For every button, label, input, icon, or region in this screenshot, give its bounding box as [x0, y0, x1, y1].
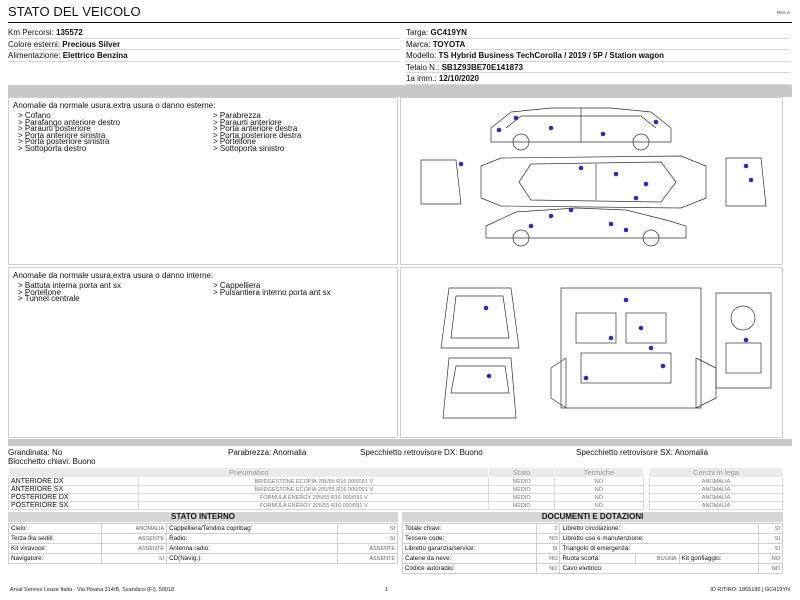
- list-item: > Cofano: [18, 111, 51, 120]
- car-side-bottom-view: [486, 208, 686, 246]
- table-row: POSTERIORE DX FORMULA ENERGY 205/55 R16 000/091 V MEDIO NO ANOMALIA: [9, 494, 783, 502]
- documents-title: DOCUMENTI E DOTAZIONI: [402, 512, 783, 522]
- list-item: > Pulsantiera interno porta ant sx: [213, 287, 331, 297]
- table-row: Totale chiavi: 2 Libretto circolazione: SI: [403, 524, 783, 534]
- external-damage-title: Anomalie da normale usura,extra usura o danno esterne:: [13, 101, 216, 110]
- list-item: > Paraurti anteriore: [213, 117, 282, 127]
- damage-marker: [529, 224, 534, 229]
- damage-markers: [459, 116, 754, 233]
- model-row: Modello: TS Hybrid Business TechCorolla / 2019 / 5P / Station wagon: [406, 50, 790, 62]
- fuel-value: Elettrico Benzina: [62, 51, 128, 60]
- damage-marker: [514, 116, 519, 121]
- brand-value: TOYOTA: [432, 39, 466, 49]
- hail-status: Grandinata: No: [8, 448, 63, 457]
- plate-value: GC419YN: [430, 28, 467, 37]
- car-dashboard-view: [716, 293, 771, 388]
- color-value: Precious Silver: [62, 39, 121, 49]
- list-item: > Battuta interna porta ant sx: [18, 281, 121, 290]
- model-value: TS Hybrid Business TechCorolla / 2019 / 5P / Station wagon: [438, 51, 665, 60]
- windshield-status: Parabrezza: Anomalia: [228, 448, 307, 457]
- table-row: Terza fila sedili: ASSENTE Radio: SI: [9, 534, 398, 544]
- external-damage-panel: [8, 97, 398, 265]
- km-value: 135572: [56, 28, 83, 37]
- car-interior-front-view: [441, 288, 519, 418]
- damage-marker: [624, 228, 629, 233]
- registration-value: 12/10/2020: [438, 74, 479, 83]
- damage-marker: [639, 326, 644, 331]
- state-header: Stato: [489, 468, 554, 478]
- list-item: > Paraurti posteriore: [18, 124, 91, 134]
- damage-marker: [614, 172, 619, 177]
- pickup-id: ID RITIRO: 1865186 | GC419YN: [710, 587, 790, 593]
- external-car-diagram: [400, 97, 783, 265]
- internal-damage-panel: [8, 267, 398, 438]
- damage-marker: [749, 178, 754, 183]
- revision-label: Rev. A: [777, 10, 790, 15]
- table-row: ANTERIORE SX BRIDGESTONE ECOPIA 205/55 R16 000/091 V MEDIO NO ANOMALIA: [9, 486, 783, 494]
- key-block-status: Blocchetto chiavi: Buono: [8, 457, 96, 466]
- documents-table: [402, 523, 783, 574]
- color-row: Colore esterni: Precious Silver: [8, 39, 400, 51]
- damage-marker: [744, 338, 749, 343]
- registration-row: 1a imm.: 12/10/2020: [406, 73, 790, 85]
- damage-marker: [549, 214, 554, 219]
- section-separator: [8, 439, 792, 446]
- damage-marker: [497, 128, 502, 133]
- damage-marker: [601, 132, 606, 137]
- table-row: Libretto garanzia/service: SI Triangolo di emergenza: SI: [403, 544, 783, 554]
- damage-marker: [579, 166, 584, 171]
- list-item: > Parafango anteriore destro: [18, 117, 121, 127]
- table-row: Cielo: ANOMALIA Cappelliera/Tendina copribag: SI: [9, 524, 398, 534]
- list-item: > Parabrezza: [213, 111, 261, 120]
- damage-marker: [569, 208, 574, 213]
- chassis-value: SB1Z93BE70E141873: [441, 62, 523, 72]
- internal-damage-title: Anomalie da normale usura,extra usura o danno interne:: [13, 271, 214, 280]
- internal-car-diagram: [400, 267, 783, 438]
- list-item: > Porta posteriore destra: [213, 130, 302, 140]
- damage-marker: [649, 346, 654, 351]
- mirror-dx-status: Specchietto retrovisore DX: Buono: [360, 448, 483, 457]
- damage-marker: [634, 196, 639, 201]
- car-side-top-view: [491, 108, 671, 150]
- list-item: > Porta anteriore sinistra: [18, 130, 106, 140]
- damage-marker: [609, 336, 614, 341]
- list-item: > Porta posteriore sinistra: [18, 137, 110, 147]
- list-item: > Portellone: [213, 137, 256, 147]
- car-plan-view: [421, 156, 766, 208]
- list-item: > Portellone: [18, 287, 61, 297]
- table-row: POSTERIORE SX FORMULA ENERGY 205/55 R16 000/091 V MEDIO NO ANOMALIA: [9, 502, 783, 510]
- rims-header: Cerchi in lega: [650, 468, 783, 478]
- mirror-sx-status: Specchietto retrovisore SX: Anomalia: [576, 448, 709, 457]
- damage-marker: [484, 306, 489, 311]
- table-row: Codice autoradio: NO Cavo elettrico: NO: [403, 564, 783, 574]
- vehicle-info: [8, 27, 792, 84]
- km-row: Km Percorsi: 135572: [8, 27, 400, 39]
- page-title: STATO DEL VEICOLO: [8, 4, 141, 19]
- page-number: 1: [385, 587, 389, 593]
- internal-state-title: STATO INTERNO: [8, 512, 398, 522]
- section-separator: [8, 85, 792, 97]
- vehicle-info-right: [406, 27, 790, 85]
- brand-row: Marca: TOYOTA: [406, 39, 790, 51]
- vehicle-info-left: [8, 27, 400, 62]
- tyres-header-row: [9, 468, 783, 478]
- table-row: Navigatore: SI CD(Navig.): ASSENTE: [9, 554, 398, 564]
- list-item: > Sottoporta destro: [18, 143, 87, 153]
- damage-marker: [584, 376, 589, 381]
- table-row: ANTERIORE DX BRIDGESTONE ECOPIA 205/55 R16 000/091 V MEDIO NO ANOMALIA: [9, 478, 783, 486]
- list-item: > Porta anteriore destra: [213, 124, 298, 134]
- damage-marker: [624, 298, 629, 303]
- damage-marker: [644, 182, 649, 187]
- car-interior-plan-view: [551, 288, 716, 408]
- damage-marker: [654, 120, 659, 125]
- internal-state-table: [8, 523, 398, 564]
- tyres-table: [8, 467, 783, 510]
- damage-marker: [609, 222, 614, 227]
- chassis-row: Telaio N.: SB1Z93BE70E141873: [406, 62, 790, 74]
- table-row: Kit vivavoce: ASSENTE Antenna radio: ASSENTE: [9, 544, 398, 554]
- company-address: Arval Service Lease Italia - Via Pisana 314/B, Scandicci (FI), 50018: [10, 587, 175, 593]
- damage-marker: [487, 374, 492, 379]
- damage-marker: [661, 364, 666, 369]
- table-row: Catene da neve: NO Ruota scorta: BUONA Kit gonfiaggio: NO: [403, 554, 783, 564]
- list-item: > Sottoporta sinistro: [213, 143, 285, 153]
- table-row: Tessere code: NO Libretto uso e manutenzione: SI: [403, 534, 783, 544]
- list-item: > Tunnel centrale: [18, 294, 80, 304]
- plate-row: Targa: GC419YN: [406, 27, 790, 39]
- title-divider: [8, 22, 792, 23]
- external-damage-list: [9, 113, 397, 153]
- tyre-header: Pneumatico: [9, 468, 489, 478]
- damage-marker: [459, 162, 464, 167]
- damage-marker: [744, 164, 749, 169]
- internal-damage-list: [9, 283, 397, 303]
- fuel-row: Alimentazione: Elettrico Benzina: [8, 50, 400, 62]
- list-item: > Cappelliera: [213, 281, 261, 290]
- worn-header: Termiche: [554, 468, 643, 478]
- damage-marker: [549, 126, 554, 131]
